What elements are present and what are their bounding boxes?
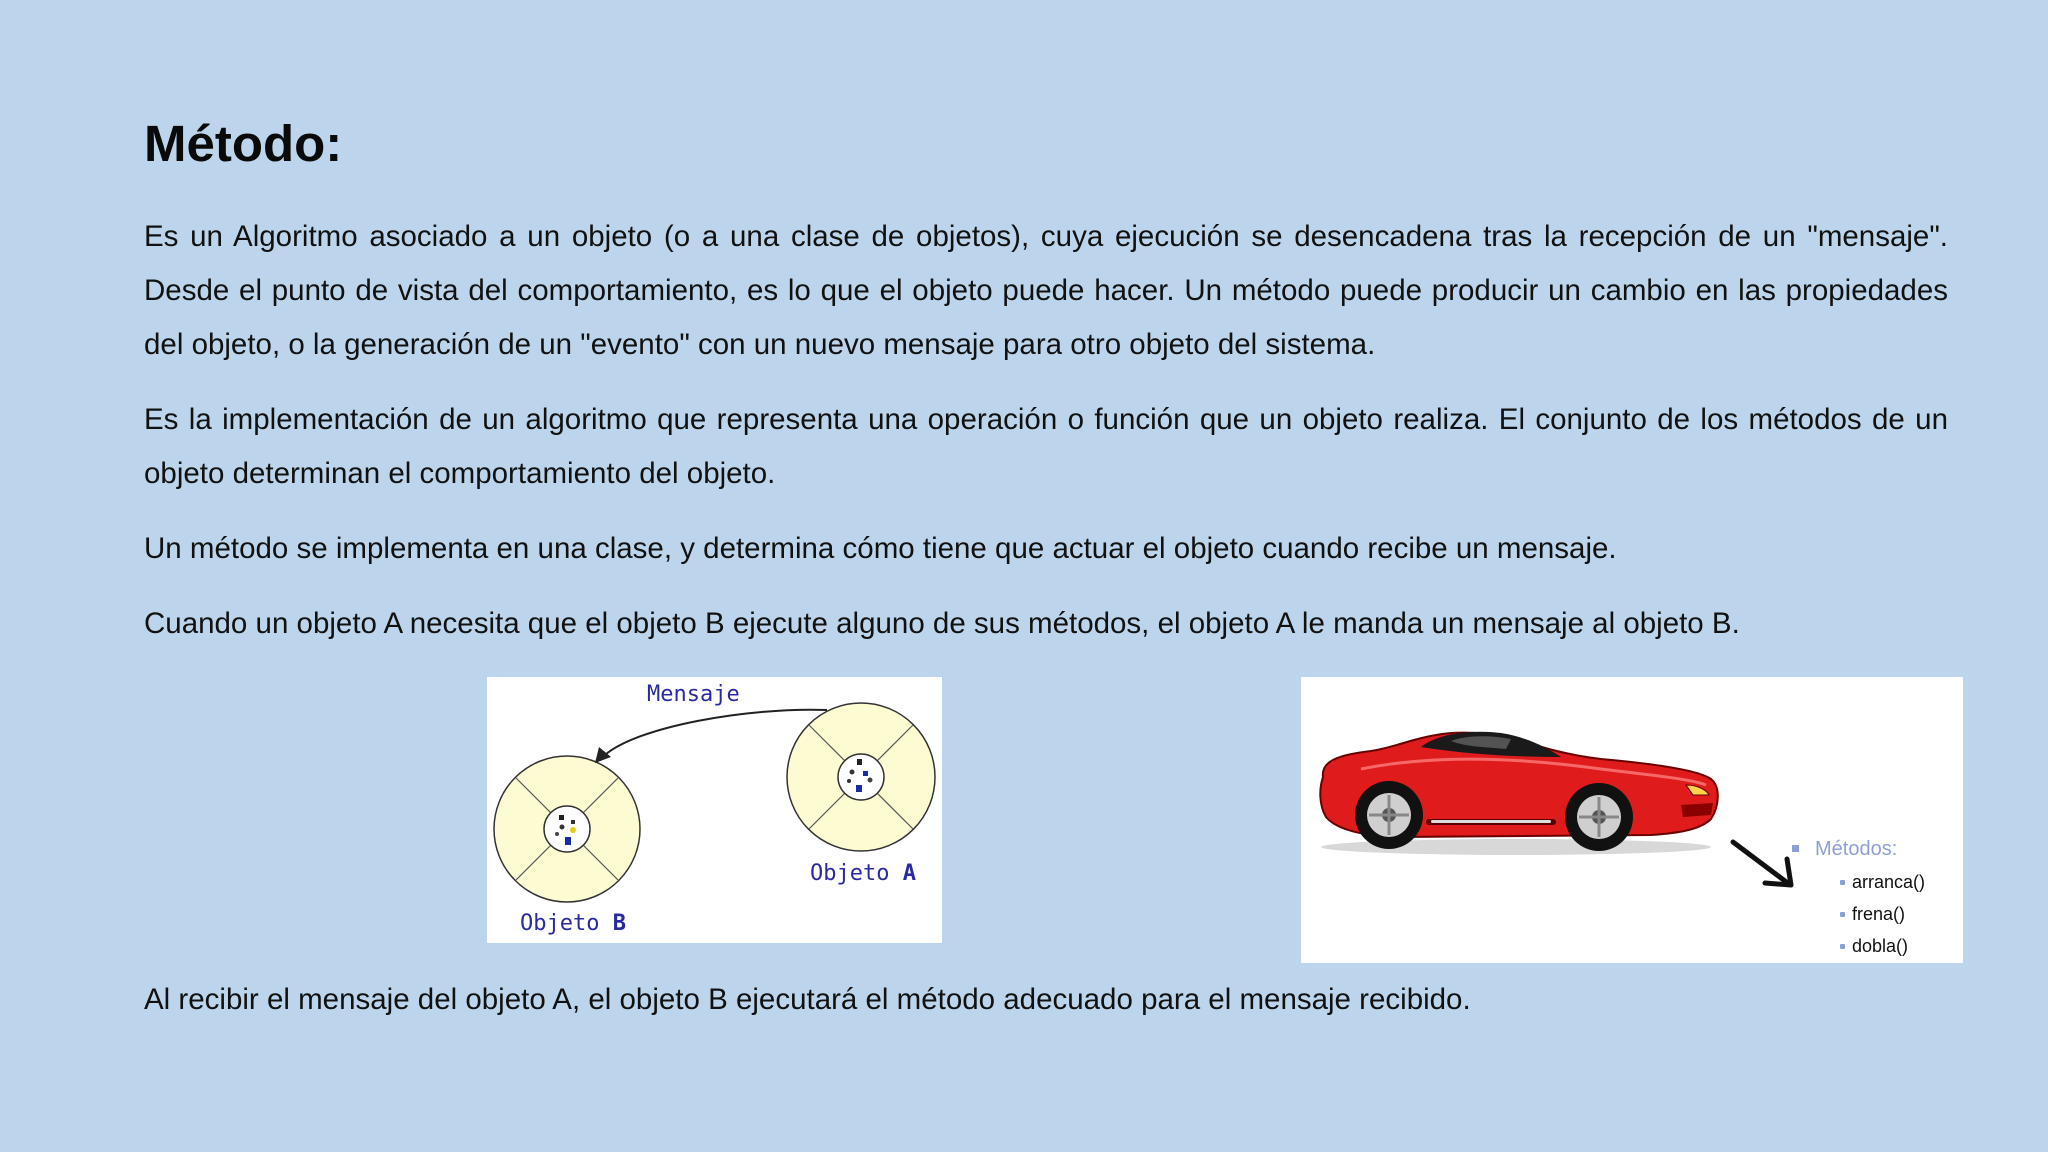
methods-title: Métodos:	[1790, 836, 1925, 862]
object-a-label: Objeto A	[810, 861, 916, 886]
paragraph-implementation: Es la implementación de un algoritmo que representa una operación o función que un objeto realiza. El conjunto de los métodos de un objeto determinan el comportamiento del objeto.	[144, 403, 1948, 490]
message-arrowhead	[595, 747, 611, 763]
object-b-circle	[494, 756, 640, 902]
front-wheel	[1565, 783, 1633, 851]
rear-wheel	[1355, 781, 1423, 849]
paragraph-message: Cuando un objeto A necesita que el objeto B ejecute alguno de sus métodos, el objeto A le manda un mensaje al objeto B.	[144, 607, 1740, 640]
method-item: dobla()	[1790, 930, 1925, 962]
object-a-circle	[787, 703, 935, 851]
paragraph-conclusion: Al recibir el mensaje del objeto A, el objeto B ejecutará el método adecuado para el mensaje recibido.	[144, 983, 1471, 1016]
methods-list-box	[1790, 836, 1925, 962]
paragraph-definition: Es un Algoritmo asociado a un objeto (o a una clase de objetos), cuya ejecución se desencadena tras la recepción de un "mensaje". Desde el punto de vista del comportamiento, es lo que el objeto puede hacer. Un método puede producir un cambio en las propiedades del objeto, o la generación de un "evento" con un nuevo mensaje para otro objeto del sistema.	[144, 220, 1948, 361]
method-item: arranca()	[1790, 866, 1925, 898]
slide-title: Método:	[144, 115, 343, 172]
arrow-to-methods-icon	[1733, 842, 1791, 885]
method-item: frena()	[1790, 898, 1925, 930]
message-label: Mensaje	[647, 682, 740, 707]
object-b-label: Objeto B	[520, 911, 626, 936]
message-diagram-image	[487, 677, 942, 943]
message-diagram	[487, 677, 942, 943]
paragraph-class: Un método se implementa en una clase, y determina cómo tiene que actuar el objeto cuando recibe un mensaje.	[144, 532, 1617, 565]
methods-list	[1790, 866, 1925, 962]
